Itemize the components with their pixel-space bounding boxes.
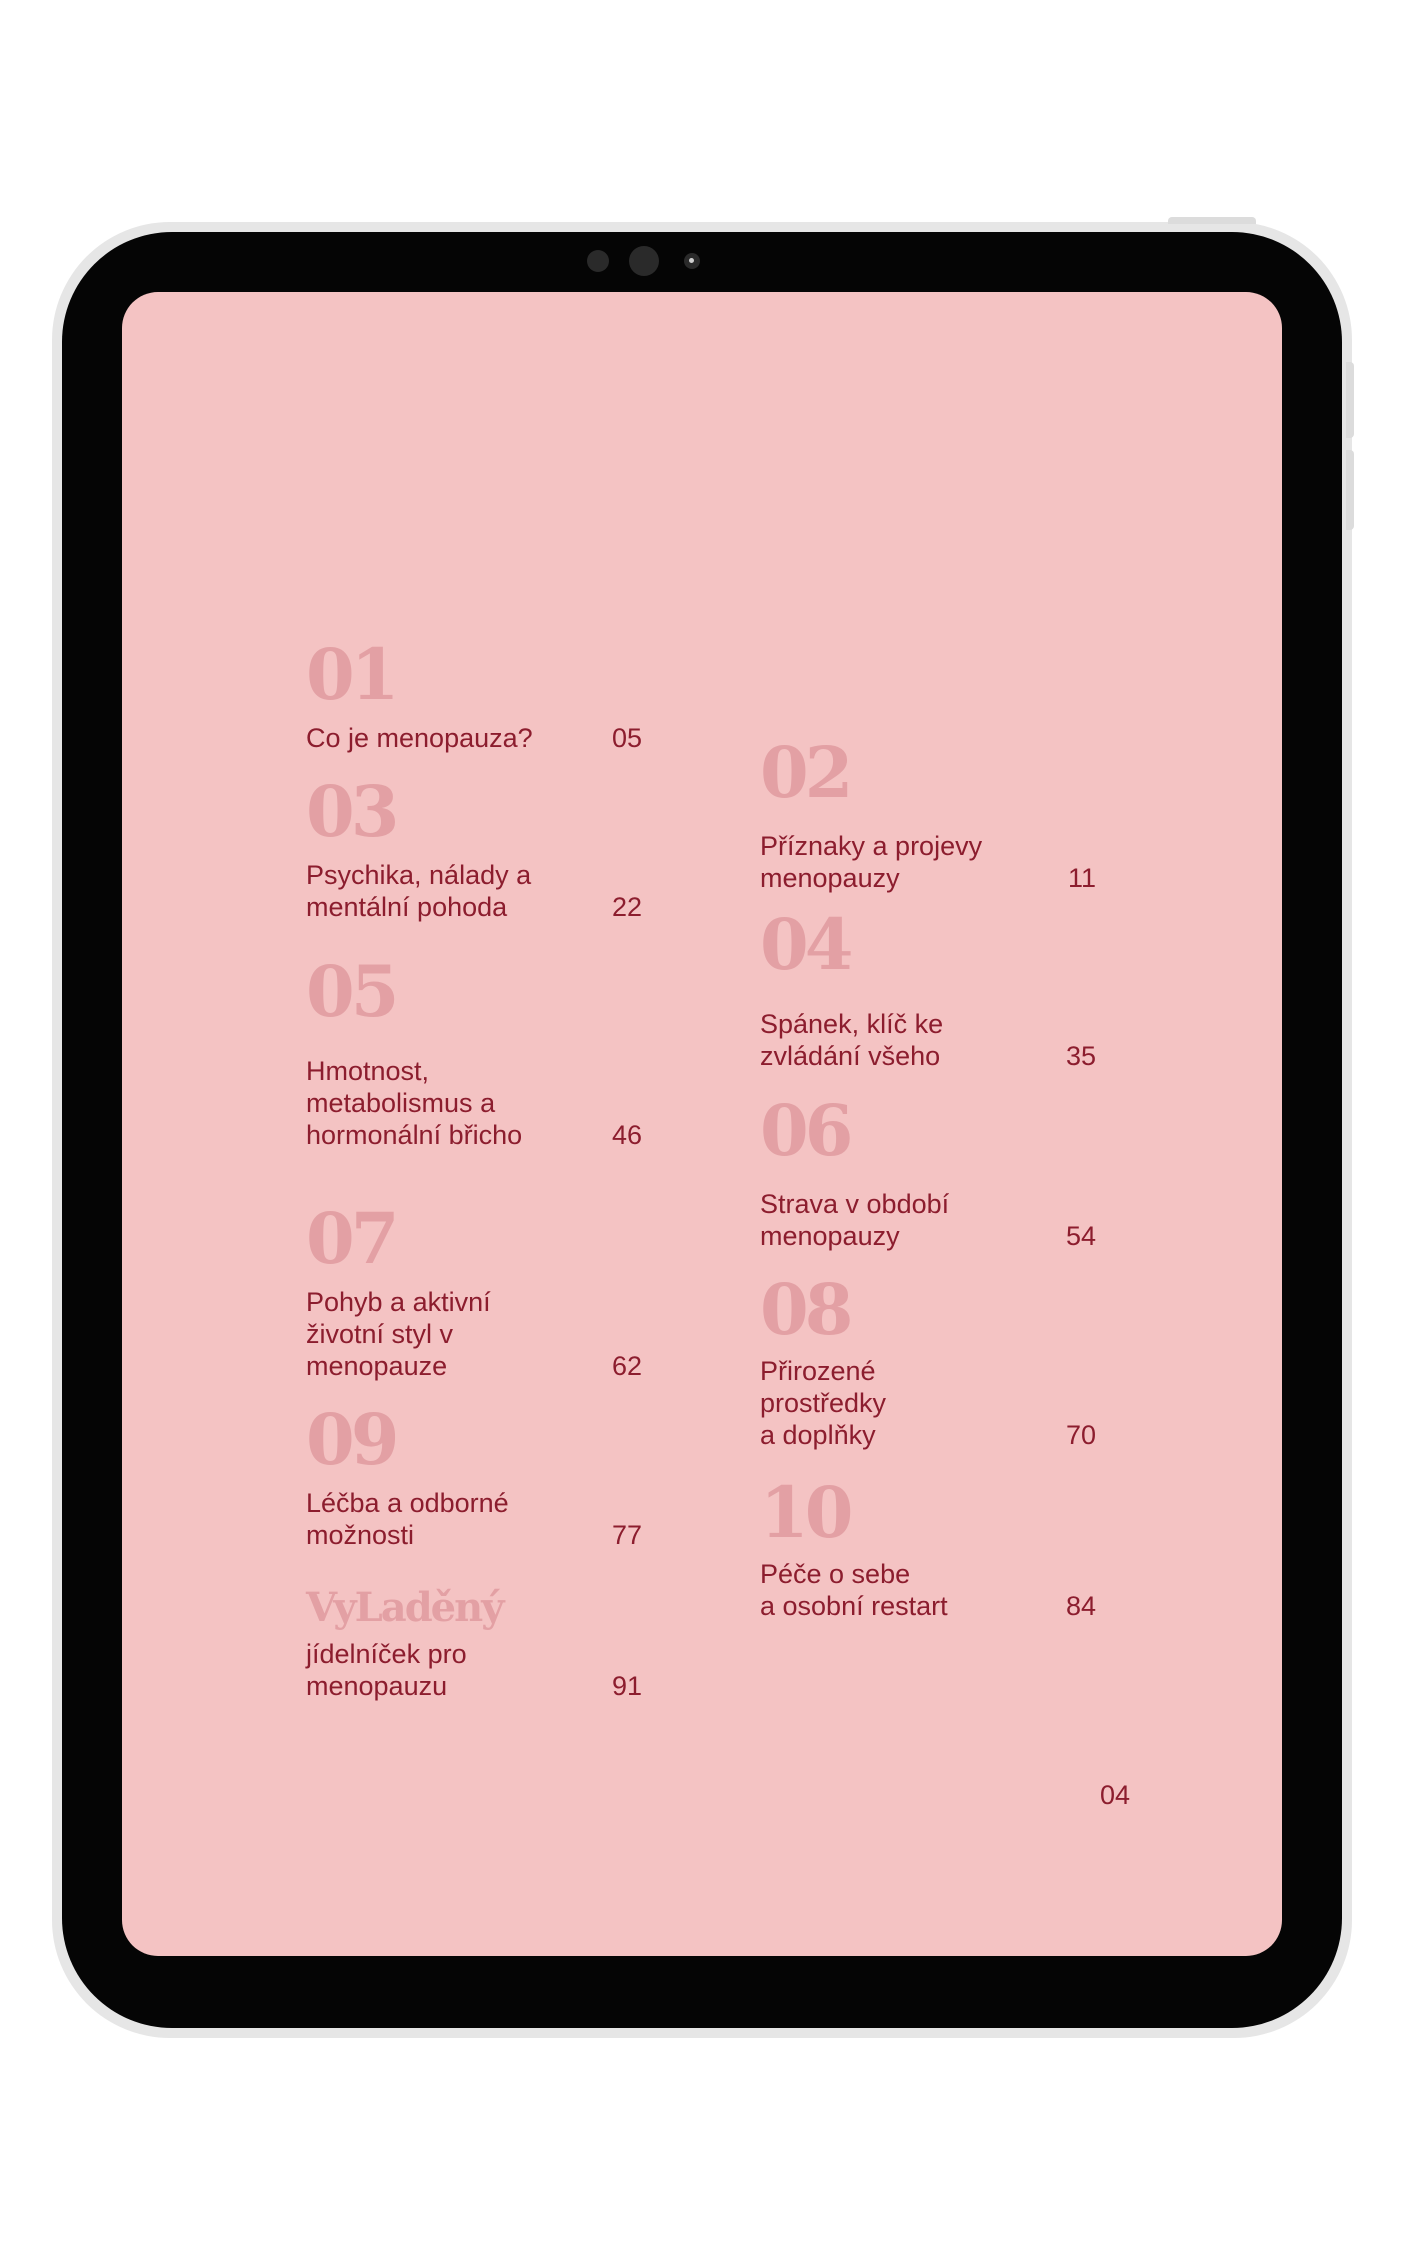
chapter-title: Hmotnost, metabolismus a hormonální břicho [306,1056,523,1150]
chapter-page: 35 [1065,1041,1096,1071]
chapter-number: 05 [306,950,396,1033]
chapter-page: 91 [611,1671,642,1701]
chapter-number: 09 [306,1398,396,1481]
page-number: 04 [1100,1780,1131,1810]
chapter-title: Léčba a odborné možnosti [306,1488,509,1550]
chapter-page: 46 [611,1120,642,1150]
toc-entry-03[interactable] [306,770,642,923]
toc-entry-01[interactable] [306,633,642,754]
chapter-number: 03 [306,770,396,853]
toc-entry-10[interactable] [760,1471,1096,1622]
chapter-page: 11 [1067,863,1096,893]
front-camera-icon [629,246,659,276]
chapter-title: Co je menopauza? [306,723,533,753]
chapter-page: 70 [1065,1420,1096,1450]
chapter-page: 05 [611,723,642,753]
chapter-number: 01 [306,633,396,716]
toc-entry-06[interactable] [760,1089,1096,1252]
toc-entry-meal-plan[interactable] [306,1586,642,1702]
chapter-title: Spánek, klíč ke zvládání všeho [760,1009,944,1071]
toc-entry-05[interactable] [306,950,642,1151]
toc-entry-09[interactable] [306,1398,642,1551]
chapter-title: Pohyb a aktivní životní styl v menopauze [306,1287,491,1381]
chapter-number: 07 [306,1197,396,1280]
toc-entry-02[interactable] [760,731,1096,894]
volume-up-button [1346,362,1354,438]
chapter-title: Strava v období menopauzy [760,1189,950,1251]
chapter-title: Psychika, nálady a mentální pohoda [306,860,532,922]
chapter-title: Příznaky a projevy menopauzy [760,831,983,893]
chapter-heading: VyLaděný [306,1584,503,1631]
chapter-title: Přirozené prostředky a doplňky [760,1356,887,1450]
chapter-title: jídelníček pro menopauzu [306,1639,467,1701]
document-page [122,292,1282,1956]
chapter-page: 84 [1065,1591,1096,1621]
chapter-page: 22 [611,892,642,922]
chapter-number: 02 [760,731,850,814]
sensor-dot-icon [587,250,609,272]
chapter-page: 62 [611,1351,642,1381]
toc-entry-08[interactable] [760,1268,1096,1451]
chapter-number: 06 [760,1089,850,1172]
chapter-page: 77 [611,1520,642,1550]
chapter-page: 54 [1065,1221,1096,1251]
toc-entry-07[interactable] [306,1197,642,1382]
volume-down-button [1346,450,1354,530]
toc-entry-04[interactable] [760,903,1096,1072]
chapter-number: 04 [760,903,850,986]
top-button [1168,217,1256,224]
chapter-title: Péče o sebe a osobní restart [760,1559,948,1621]
chapter-number: 08 [760,1268,850,1351]
light-sensor-icon [684,253,700,269]
chapter-number: 10 [760,1471,850,1554]
